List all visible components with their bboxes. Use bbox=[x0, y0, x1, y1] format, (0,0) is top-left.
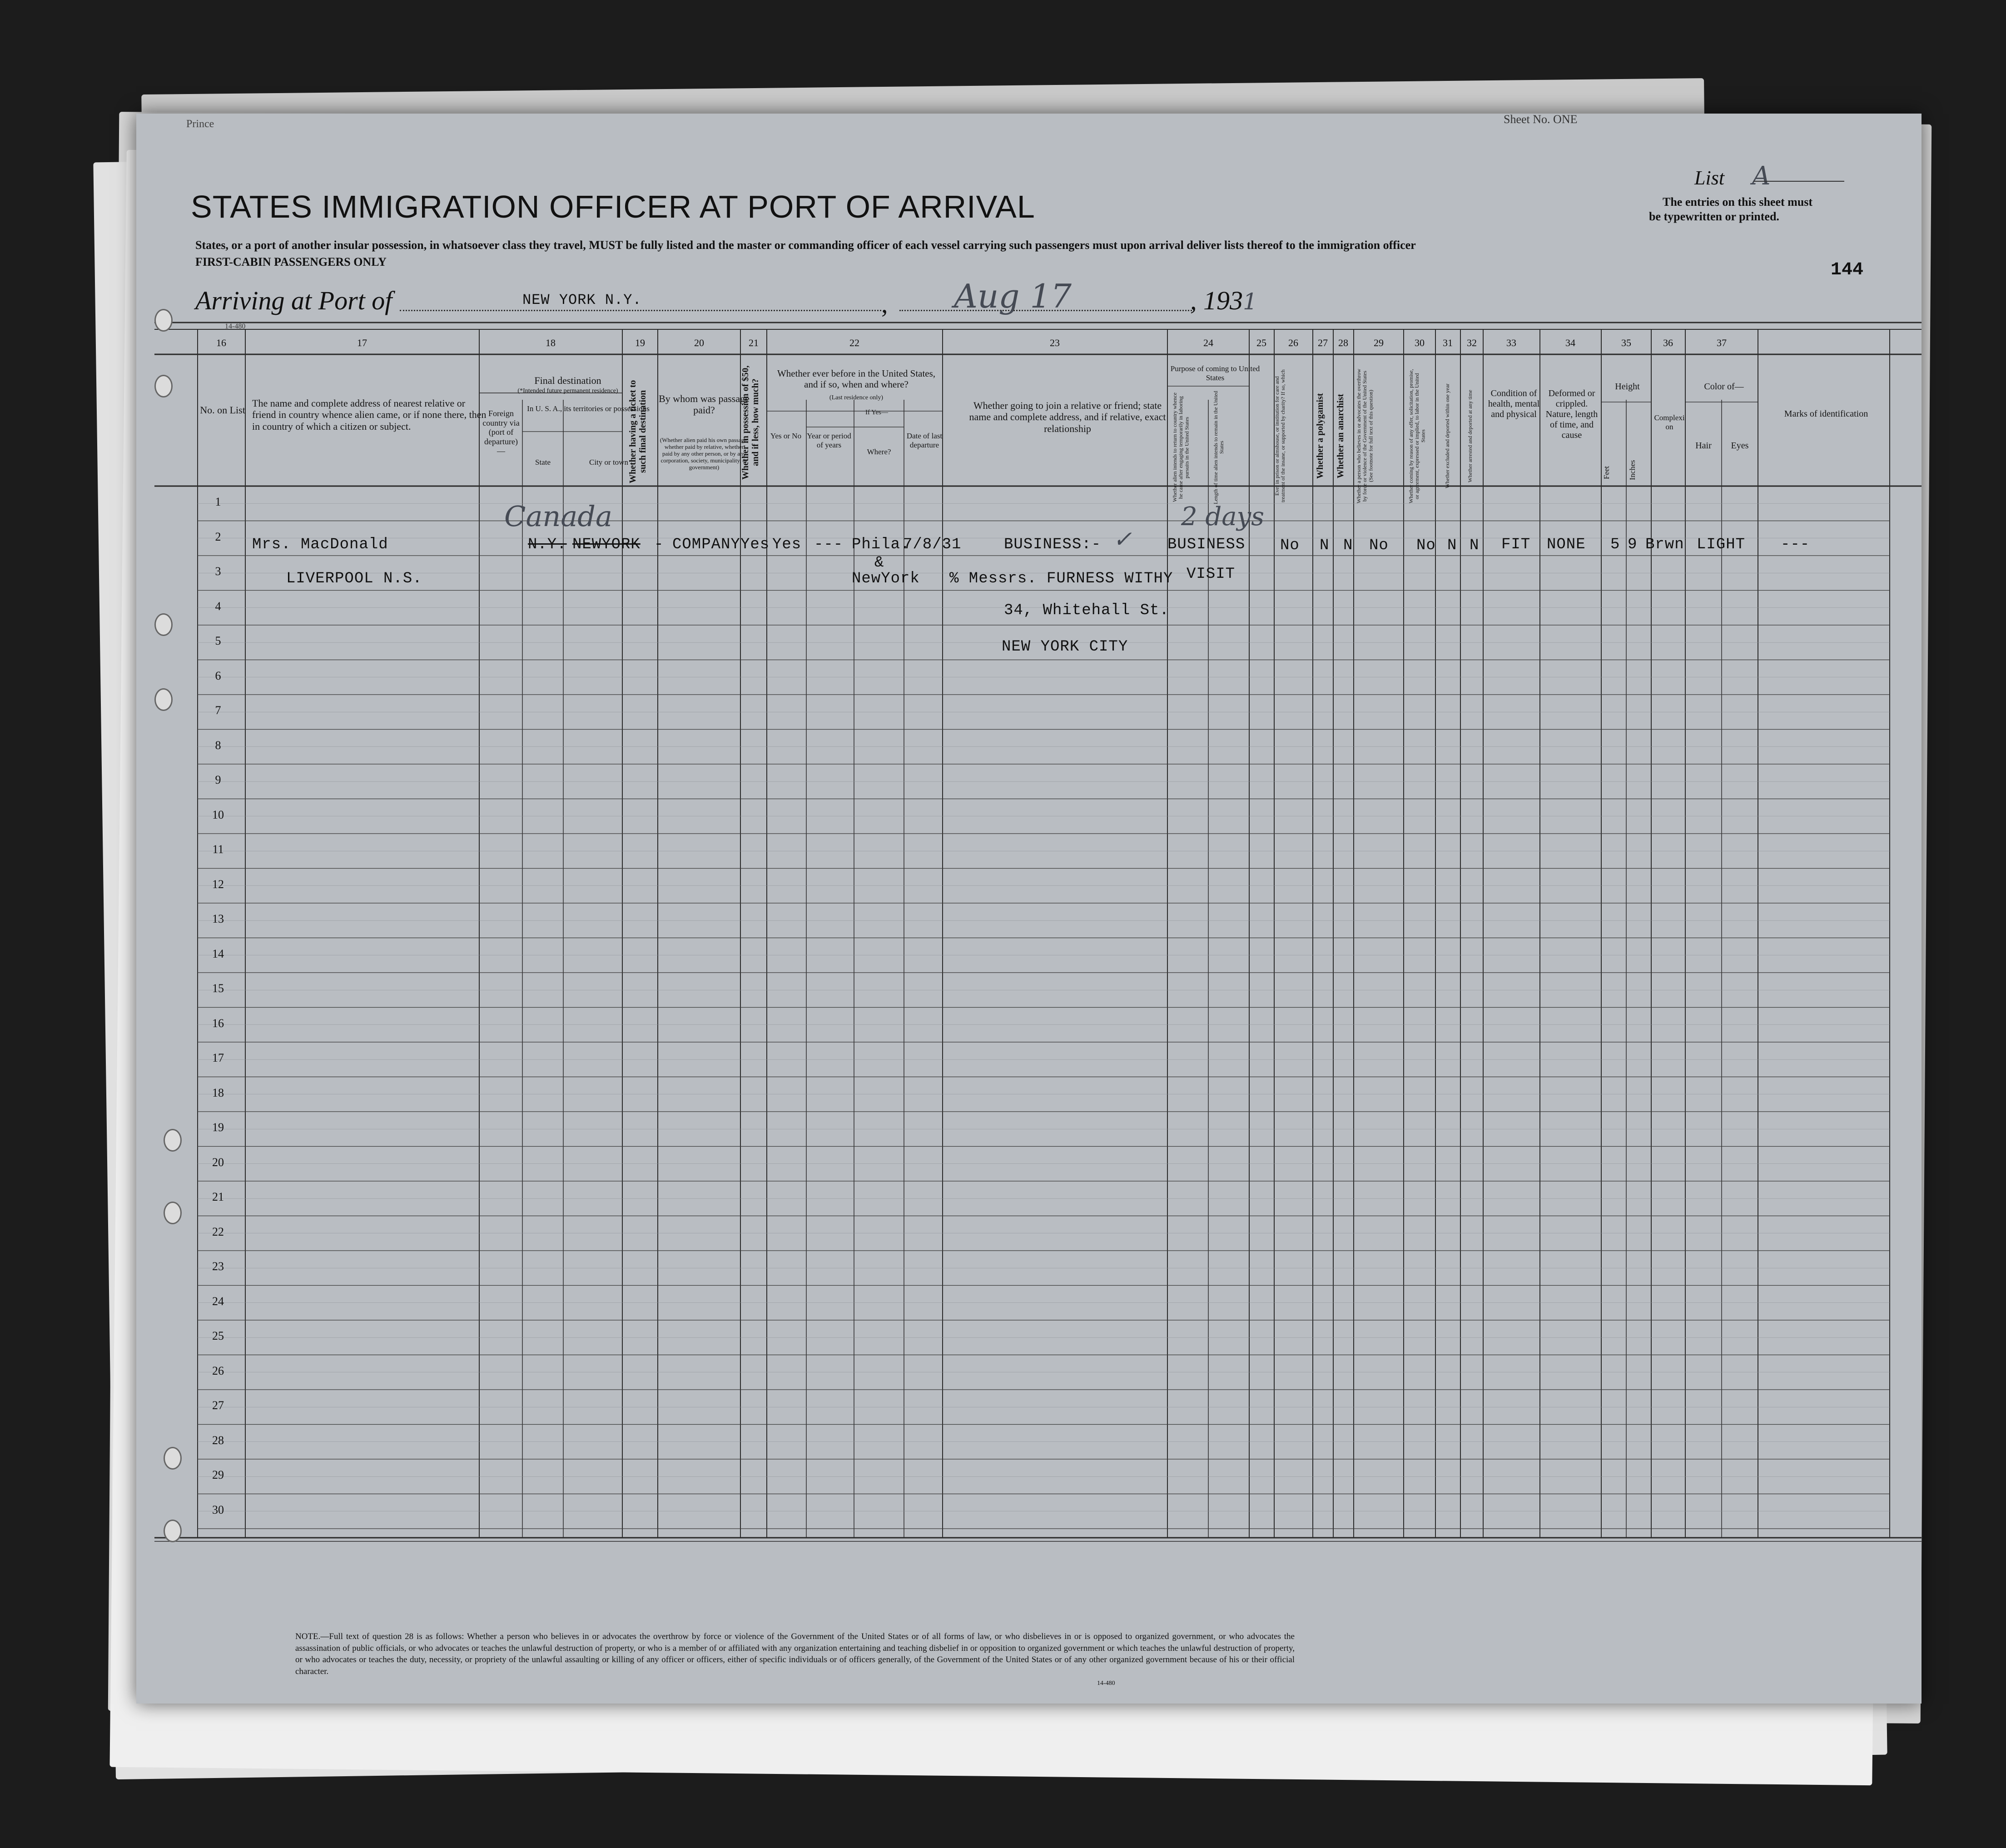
entry-join-3: 34, Whitehall St. bbox=[1004, 602, 1169, 619]
column-number: 19 bbox=[635, 337, 645, 348]
header-col24: Purpose of coming to United States bbox=[1170, 364, 1260, 382]
entry-arrested: N bbox=[1470, 537, 1480, 554]
header-col18-foreign: Foreign country via (port of departure)— bbox=[482, 409, 520, 456]
row-number: 4 bbox=[215, 599, 221, 613]
column-number: 27 bbox=[1318, 337, 1328, 348]
header-col32: Condition of health, mental and physical bbox=[1488, 388, 1540, 419]
entry-city: NEWYORK bbox=[572, 536, 641, 553]
header-col35: Complexion bbox=[1654, 413, 1685, 431]
row-number: 5 bbox=[215, 634, 221, 647]
instructions-line-2: be typewritten or printed. bbox=[1649, 210, 1779, 223]
header-col19: Whether having a ticket to such final destination bbox=[628, 380, 648, 483]
column-number: 20 bbox=[694, 337, 704, 348]
row-number: 13 bbox=[212, 912, 224, 925]
column-number: 24 bbox=[1203, 337, 1213, 348]
row-number: 3 bbox=[215, 565, 221, 578]
row-number: 14 bbox=[212, 947, 224, 960]
column-number: 23 bbox=[1050, 337, 1060, 348]
manifest-sheet bbox=[136, 114, 1922, 1704]
row-number: 18 bbox=[212, 1086, 224, 1099]
header-col22-ifyes: If Yes— bbox=[865, 409, 888, 416]
header-col31: Whether arrested and deported at any time bbox=[1467, 390, 1473, 482]
column-number: 36 bbox=[1663, 337, 1673, 348]
entry-where-amp: & bbox=[874, 554, 884, 571]
list-label: List A bbox=[1694, 161, 1771, 191]
header-col34-inches: Inches bbox=[1628, 460, 1637, 481]
row-number: 8 bbox=[215, 738, 221, 752]
header-col20: By whom was passage paid? bbox=[659, 393, 750, 416]
column-number: 28 bbox=[1338, 337, 1348, 348]
entry-state-struck: N.Y. bbox=[528, 536, 567, 553]
column-number: 26 bbox=[1288, 337, 1298, 348]
header-col23: Whether going to join a relative or friend; state name and complete address, and if relative, exact relationship bbox=[969, 400, 1166, 434]
column-number: 30 bbox=[1415, 337, 1425, 348]
header-col28: Whether a person who believes in or advocates the overthrow by force or violence of the Government of the United States (See footnote for full text of this question) bbox=[1356, 368, 1374, 504]
row-number: 21 bbox=[212, 1190, 224, 1203]
entry-before-in-us: Yes bbox=[772, 536, 802, 553]
header-col27: Whether an anarchist bbox=[1336, 394, 1346, 478]
entry-complexion: Brwn bbox=[1645, 536, 1684, 553]
header-col34-feet: Feet bbox=[1602, 466, 1611, 479]
row-number: 24 bbox=[212, 1294, 224, 1308]
entry-marks: --- bbox=[1781, 536, 1810, 553]
entry-anarchist: N bbox=[1343, 537, 1353, 554]
list-value: A bbox=[1752, 161, 1771, 191]
footnote: NOTE.—Full text of question 28 is as follows: Whether a person who believes in or advocates the overthrow by force or violence of the Government of the United States or of all forms of law, or who disbelieves in or is opposed to organized government, or who advocates the assassination of public officials, or who advocates or teaches the unlawful destruction of property, or who is a member of or affiliated with any organization entertaining and teaching disbelief in or opposition to organized government or which teaches the unlawful destruction of property, or who advocates or teaches the duty, necessity, or propriety of the unlawful assaulting or killing of any officer or officers, either of specific individuals or of officers generally, of the Government of the United States or of any other organized government because of his or their official character. bbox=[295, 1632, 1295, 1676]
entry-join-1: BUSINESS:- bbox=[1004, 536, 1102, 553]
header-col18-state: State bbox=[535, 458, 551, 467]
header-col36: Color of— bbox=[1704, 382, 1744, 392]
entry-last-departure: 7/8/31 bbox=[903, 536, 962, 553]
entry-ticket: - bbox=[654, 536, 664, 553]
header-col22-departure: Date of last departure bbox=[906, 432, 943, 449]
entry-overthrow: No bbox=[1369, 537, 1389, 554]
arriving-comma-1: , bbox=[881, 289, 888, 318]
row-number: 26 bbox=[212, 1364, 224, 1377]
arriving-date: Aug 17 bbox=[954, 277, 1072, 315]
row-number: 25 bbox=[212, 1329, 224, 1342]
subtitle: States, or a port of another insular possession, in whatsoever class they travel, MUST be fully listed and the master or commanding officer of each vessel carrying such passengers must upon arrival deliver lists thereof to the immigration officer bbox=[195, 238, 1416, 252]
header-col16: No. on List bbox=[200, 404, 245, 416]
row-number: 9 bbox=[215, 773, 221, 786]
binder-hole bbox=[164, 1129, 182, 1152]
entry-health: FIT bbox=[1501, 536, 1531, 553]
entry-foreign-country: Canada bbox=[504, 500, 612, 533]
binder-hole bbox=[154, 309, 173, 332]
row-number: 12 bbox=[212, 877, 224, 891]
header-col26: Whether a polygamist bbox=[1315, 393, 1325, 479]
row-number: 27 bbox=[212, 1399, 224, 1412]
column-number: 33 bbox=[1506, 337, 1516, 348]
header-col20-note: (Whether alien paid his own passage, whether paid by relative, whether paid by any other person, or by any corporation, society, municipality, or government) bbox=[660, 437, 749, 471]
entry-where-1: Phila. bbox=[852, 536, 910, 553]
class-line: FIRST-CABIN PASSENGERS ONLY bbox=[195, 255, 387, 268]
entry-join-2: % Messrs. FURNESS WITHY bbox=[949, 570, 1173, 587]
column-number: 31 bbox=[1443, 337, 1453, 348]
form-code: 14-480 bbox=[225, 323, 246, 330]
row-number: 6 bbox=[215, 669, 221, 682]
entry-polygamist: N bbox=[1320, 537, 1330, 554]
row-number: 19 bbox=[212, 1121, 224, 1134]
header-col34: Height bbox=[1615, 382, 1640, 392]
column-number: 21 bbox=[749, 337, 759, 348]
binder-hole bbox=[164, 1447, 182, 1470]
binder-hole bbox=[154, 375, 173, 397]
column-number: 17 bbox=[357, 337, 367, 348]
header-col33: Deformed or crippled. Nature, length of time, and cause bbox=[1545, 388, 1598, 440]
row-number: 17 bbox=[212, 1051, 224, 1064]
header-col24-length: Length of time alien intends to remain in the United States bbox=[1212, 391, 1225, 504]
corner-label: Prince bbox=[186, 118, 214, 130]
column-number: 29 bbox=[1374, 337, 1384, 348]
entry-years: --- bbox=[814, 536, 844, 553]
arriving-port: NEW YORK N.Y. bbox=[522, 292, 642, 308]
header-col18: Final destination bbox=[534, 375, 601, 386]
entry-fifty-dollars: Yes bbox=[740, 536, 770, 553]
entry-offer-labor: No bbox=[1416, 537, 1436, 554]
footer-code: 14-480 bbox=[1097, 1680, 1115, 1687]
header-col25: Ever in prison or almshouse, or institution for care and treatment of the insane, or supported by charity? If so, which bbox=[1274, 369, 1286, 503]
row-number: 23 bbox=[212, 1260, 224, 1273]
row-number: 11 bbox=[212, 843, 224, 856]
entry-hair-eyes: LIGHT bbox=[1697, 536, 1746, 553]
header-col17: The name and complete address of nearest relative or friend in country whence alien came, or if none there, then in country of which a citizen or subject. bbox=[252, 397, 487, 432]
row-number: 2 bbox=[215, 530, 221, 543]
arriving-label: Arriving at Port of bbox=[195, 286, 392, 315]
column-number: 18 bbox=[546, 337, 556, 348]
page-title: STATES IMMIGRATION OFFICER AT PORT OF ARRIVAL bbox=[191, 189, 1035, 224]
row-number: 30 bbox=[212, 1503, 224, 1516]
instructions-line-1: The entries on this sheet must bbox=[1663, 195, 1813, 209]
header-col18-city: City or town bbox=[589, 458, 628, 467]
header-col37: Marks of identification bbox=[1784, 409, 1868, 419]
column-number: 32 bbox=[1467, 337, 1477, 348]
entry-purpose-2: VISIT bbox=[1187, 566, 1236, 583]
entry-paid-by: COMPANY bbox=[672, 536, 740, 553]
entry-deformed: NONE bbox=[1547, 536, 1586, 553]
binder-hole bbox=[164, 1520, 182, 1542]
header-col22-note: (Last residence only) bbox=[829, 394, 884, 401]
row-number: 22 bbox=[212, 1225, 224, 1238]
ledger-grid bbox=[136, 114, 1922, 1704]
entry-join-4: NEW YORK CITY bbox=[1002, 638, 1128, 656]
row-number: 20 bbox=[212, 1155, 224, 1169]
header-col36-eyes: Eyes bbox=[1731, 441, 1749, 451]
header-col22-where: Where? bbox=[867, 447, 891, 456]
binder-hole bbox=[154, 688, 173, 711]
binder-hole bbox=[154, 613, 173, 636]
entry-name: Mrs. MacDonald bbox=[252, 536, 388, 553]
row-number: 1 bbox=[215, 495, 221, 508]
row-number: 29 bbox=[212, 1468, 224, 1481]
entry-inches: 9 bbox=[1628, 536, 1638, 553]
arriving-year: , 1931 bbox=[1190, 286, 1257, 315]
binder-hole bbox=[164, 1202, 182, 1224]
row-number: 28 bbox=[212, 1433, 224, 1447]
header-col29: Whether coming by reason of any offer, solicitation, promise, or agreement, expressed or implied, to labor in the United States bbox=[1408, 369, 1426, 503]
entry-purpose-1: BUSINESS bbox=[1167, 536, 1246, 553]
entry-feet: 5 bbox=[1610, 536, 1620, 553]
column-number: 34 bbox=[1565, 337, 1575, 348]
column-number: 35 bbox=[1621, 337, 1631, 348]
header-col22: Whether ever before in the United States, and if so, when and where? bbox=[777, 368, 936, 390]
header-col36-hair: Hair bbox=[1695, 441, 1712, 451]
row-number: 16 bbox=[212, 1016, 224, 1030]
entry-prison: No bbox=[1280, 537, 1300, 554]
header-col22-years: Year or period of years bbox=[807, 432, 851, 449]
row-number: 15 bbox=[212, 982, 224, 995]
header-col18-note: (*Intended future permanent residence) bbox=[517, 387, 618, 394]
entry-address: LIVERPOOL N.S. bbox=[286, 570, 422, 587]
row-number: 7 bbox=[215, 704, 221, 717]
sheet-number: Sheet No. ONE bbox=[1504, 114, 1578, 126]
row-number: 10 bbox=[212, 808, 224, 821]
entry-join-check: ✓ bbox=[1113, 526, 1132, 552]
entry-where-2: NewYork bbox=[852, 570, 920, 587]
column-number: 22 bbox=[849, 337, 859, 348]
entry-excluded: N bbox=[1447, 537, 1457, 554]
header-col18-usa: In U. S. A., its territories or possessions bbox=[527, 404, 650, 413]
header-col22-yesno: Yes or No bbox=[770, 432, 802, 440]
column-number: 16 bbox=[216, 337, 226, 348]
header-col24-return: Whether alien intends to return to country whence he came after engaging temporarily in laboring pursuits in the United States bbox=[1172, 392, 1190, 502]
column-number: 37 bbox=[1717, 337, 1727, 348]
header-col21: Whether in possession of $50, and if less, how much? bbox=[740, 365, 760, 480]
column-number: 25 bbox=[1256, 337, 1266, 348]
page-number: 144 bbox=[1831, 260, 1864, 280]
header-col30: Whether excluded and deported within one year bbox=[1444, 383, 1450, 489]
entry-length-stay: 2 days bbox=[1181, 502, 1265, 532]
